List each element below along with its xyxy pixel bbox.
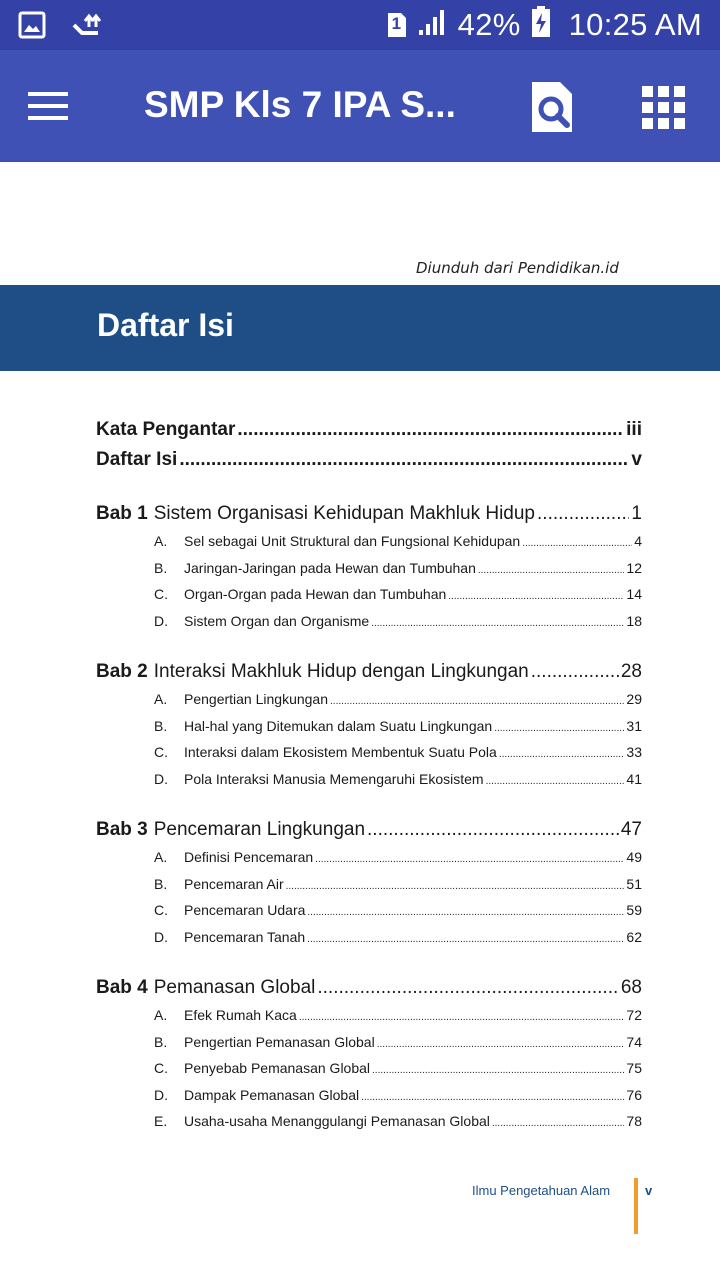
toc-section[interactable]: D. Dampak Pemanasan Global ..... 76 [96, 1087, 642, 1114]
footer-book-title: Ilmu Pengetahuan Alam [472, 1183, 611, 1198]
toc-section[interactable]: C. Penyebab Pemanasan Global ..... 75 [96, 1060, 642, 1087]
toc-banner [0, 285, 720, 371]
search-document-icon[interactable] [526, 80, 578, 134]
toc-section[interactable]: D. Sistem Organ dan Organisme ..... 18 [96, 613, 642, 640]
gallery-icon [18, 11, 46, 44]
toc-section[interactable]: C. Pencemaran Udara ..... 59 [96, 902, 642, 929]
app-bar [0, 50, 720, 162]
toc-entry-daftar-isi[interactable]: Daftar Isi ..... v [96, 449, 642, 479]
toc-section[interactable]: B. Pencemaran Air ..... 51 [96, 876, 642, 903]
toc-section[interactable]: E. Usaha-usaha Menanggulangi Pemanasan Global ..... 78 [96, 1113, 642, 1140]
battery-charging-icon [531, 6, 551, 43]
toc-section[interactable]: A. Pengertian Lingkungan ..... 29 [96, 691, 642, 718]
download-note: Diunduh dari Pendidikan.id [416, 259, 619, 277]
toc-section[interactable]: A. Sel sebagai Unit Struktural dan Fungsional Kehidupan ..... 4 [96, 533, 642, 560]
table-of-contents [96, 419, 642, 1140]
toc-section[interactable]: C. Interaksi dalam Ekosistem Membentuk Suatu Pola ..... 33 [96, 744, 642, 771]
battery-percent: 42% [457, 6, 521, 42]
toc-section[interactable]: C. Organ-Organ pada Hewan dan Tumbuhan ..... 14 [96, 586, 642, 613]
toc-section[interactable]: B. Hal-hal yang Ditemukan dalam Suatu Lingkungan ..... 31 [96, 718, 642, 745]
document-page[interactable] [0, 162, 720, 1280]
toc-section[interactable]: B. Pengertian Pemanasan Global ..... 74 [96, 1034, 642, 1061]
page-title: Daftar Isi [97, 307, 234, 343]
toc-section[interactable]: D. Pola Interaksi Manusia Memengaruhi Ekosistem ..... 41 [96, 771, 642, 798]
footer-accent-bar [634, 1178, 638, 1234]
sim-icon: 1 [386, 11, 408, 39]
signal-icon [418, 8, 448, 41]
toc-chapter-2[interactable]: Bab 2 Interaksi Makhluk Hidup dengan Lingkungan ..... 28 [96, 661, 642, 691]
toc-section[interactable]: A. Efek Rumah Kaca ..... 72 [96, 1007, 642, 1034]
menu-icon[interactable] [28, 86, 68, 126]
toc-chapter-3[interactable]: Bab 3 Pencemaran Lingkungan ..... 47 [96, 819, 642, 849]
toc-section[interactable]: D. Pencemaran Tanah ..... 62 [96, 929, 642, 956]
toc-section[interactable]: B. Jaringan-Jaringan pada Hewan dan Tumbuhan ..... 12 [96, 560, 642, 587]
grid-icon[interactable] [640, 84, 688, 132]
status-bar [0, 0, 720, 50]
toc-entry-kata-pengantar[interactable]: Kata Pengantar ..... iii [96, 419, 642, 449]
toc-chapter-4[interactable]: Bab 4 Pemanasan Global ..... 68 [96, 977, 642, 1007]
footer-page-number: v [645, 1183, 653, 1198]
toc-section[interactable]: A. Definisi Pencemaran ..... 49 [96, 849, 642, 876]
toc-chapter-1[interactable]: Bab 1 Sistem Organisasi Kehidupan Makhluk Hidup ..... 1 [96, 503, 642, 533]
download-upload-icon [70, 11, 104, 44]
clock: 10:25 AM [568, 6, 702, 42]
app-title: SMP Kls 7 IPA S... [144, 84, 456, 125]
